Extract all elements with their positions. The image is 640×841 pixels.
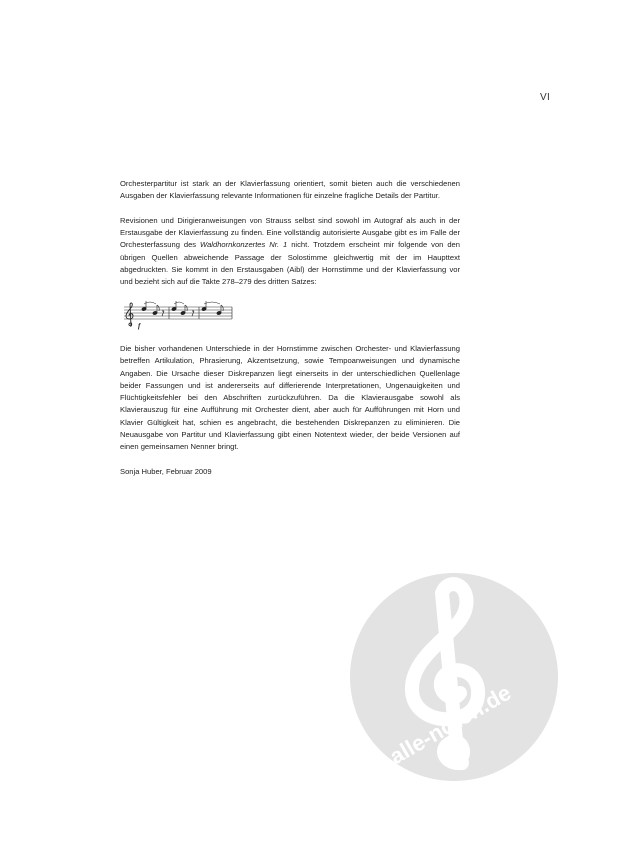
staff-lines [124, 307, 232, 319]
paragraph-3: Die bisher vorhandenen Unterschiede in der Hornstimme zwischen Orchester- und Klavierfassung betreffen Artikulation, Phrasierung, Akzentsetzung, sowie Tempoanweisungen und dynamische Angaben. Die Ursache dieser Diskrepanzen liegt einerseits in der unterschiedlichen Quellenlage beider Fassungen und ist andererseits auf differierende Interpretationen, Ungenauigkeiten und Flüchtigkeitsfehler bei den Abschriften zurückzuführen. Da die Klavierausgabe sowohl als Klavierauszug für eine Aufführung mit Orchester dient, aber auch für Aufführungen mit Horn und Klavier Gültigkeit hat, schien es angebracht, die bestehenden Diskrepanzen zu eliminieren. Die Neuausgabe von Partitur und Klavierfassung gibt einen Notentext wieder, der beide Versionen auf einen gemeinsamen Nenner bringt. [120, 343, 460, 452]
page-number: VI [540, 92, 551, 103]
watermark-logo [350, 573, 558, 781]
paragraph-2-rest: nicht. Trotzdem erscheint mir folgende von den übrigen Quellen abweichende Passage der Solostimme gleichwertig mit der im Haupttext abgedruckten. Sie kommt in den Erstausgaben (Aibl) der Hornstimme und der Klavierfassung vor und bezieht sich auf die Takte 278–279 des dritten Satzes: [120, 240, 460, 287]
paragraph-2-intro: Revisionen und Dirigieranweisungen von Strauss selbst sind sowohl im Autograf als auch in der Erstausgabe der Klavierfassung zu finden. Eine vollständig autorisierte Ausgabe gibt es im Falle der Orchesterfassung des [120, 215, 460, 250]
slurs [144, 302, 220, 304]
treble-clef-icon [126, 303, 133, 326]
signature: Sonja Huber, Februar 2009 [120, 466, 212, 476]
watermark-text: alle-noten.de [385, 679, 516, 770]
paragraph-2 [120, 215, 460, 289]
paragraph-1: Orchesterpartitur ist stark an der Klavierfassung orientiert, somit bieten auch die verschiedenen Ausgaben der Klavierfassung relevante Informationen für einzelne fragliche Details der Partitur. [120, 179, 460, 201]
dynamic-marking: f [138, 321, 141, 330]
music-example [122, 301, 234, 331]
work-title: Waldhornkonzertes Nr. 1 [200, 240, 288, 250]
body-text [120, 178, 460, 491]
rests [162, 311, 194, 316]
